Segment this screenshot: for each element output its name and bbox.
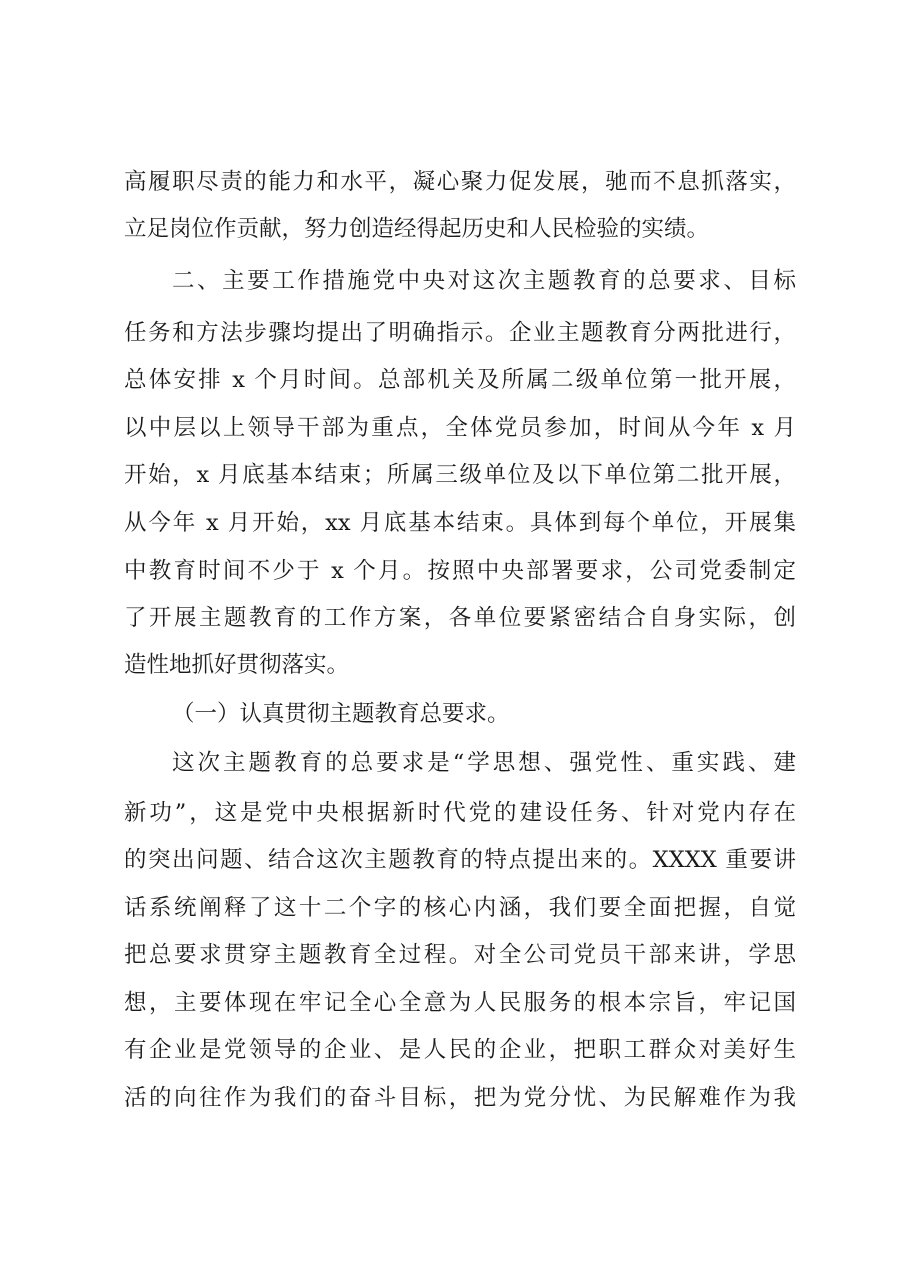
paragraph-line: 活的向往作为我们的奋斗目标，把为党分忧、为民解难作为我 (124, 1085, 796, 1111)
paragraph-line: 想，主要体现在牢记全心全意为人民服务的根本宗旨，牢记国 (124, 990, 796, 1016)
paragraph-line: 中教育时间不少于 x 个月。按照中央部署要求，公司党委制定 (124, 558, 796, 584)
paragraph-line: 立足岗位作贡献，努力创造经得起历史和人民检验的实绩。 (124, 216, 710, 242)
paragraph-line: 新功”，这是党中央根据新时代党的建设任务、针对党内存在 (124, 800, 796, 826)
paragraph-line: 从今年 x 月开始，xx 月底基本结束。具体到每个单位，开展集 (124, 510, 796, 536)
paragraph-line: 把总要求贯穿主题教育全过程。对全公司党员干部来讲，学思 (124, 942, 796, 968)
paragraph-line: 以中层以上领导干部为重点，全体党员参加，时间从今年 x 月 (124, 415, 796, 441)
paragraph-line: 了开展主题教育的工作方案，各单位要紧密结合自身实际，创 (124, 605, 796, 631)
paragraph-line: 这次主题教育的总要求是“学思想、强党性、重实践、建 (172, 750, 796, 776)
subsection-heading: （一）认真贯彻主题教育总要求。 (172, 701, 510, 727)
paragraph-line: 造性地抓好贯彻落实。 (124, 652, 350, 678)
paragraph-line: 高履职尽责的能力和水平，凝心聚力促发展，驰而不息抓落实， (124, 169, 796, 195)
section-heading-line: 二、主要工作措施党中央对这次主题教育的总要求、目标 (172, 268, 796, 294)
paragraph-line: 话系统阐释了这十二个字的核心内涵，我们要全面把握，自觉 (124, 895, 796, 921)
paragraph-line: 有企业是党领导的企业、是人民的企业，把职工群众对美好生 (124, 1037, 796, 1063)
paragraph-line: 开始，x 月底基本结束；所属三级单位及以下单位第二批开展， (124, 462, 796, 488)
paragraph-line: 任务和方法步骤均提出了明确指示。企业主题教育分两批进行， (124, 320, 796, 346)
paragraph-line: 总体安排 x 个月时间。总部机关及所属二级单位第一批开展， (124, 367, 796, 393)
paragraph-line: 的突出问题、结合这次主题教育的特点提出来的。XXXX 重要讲 (124, 847, 796, 873)
